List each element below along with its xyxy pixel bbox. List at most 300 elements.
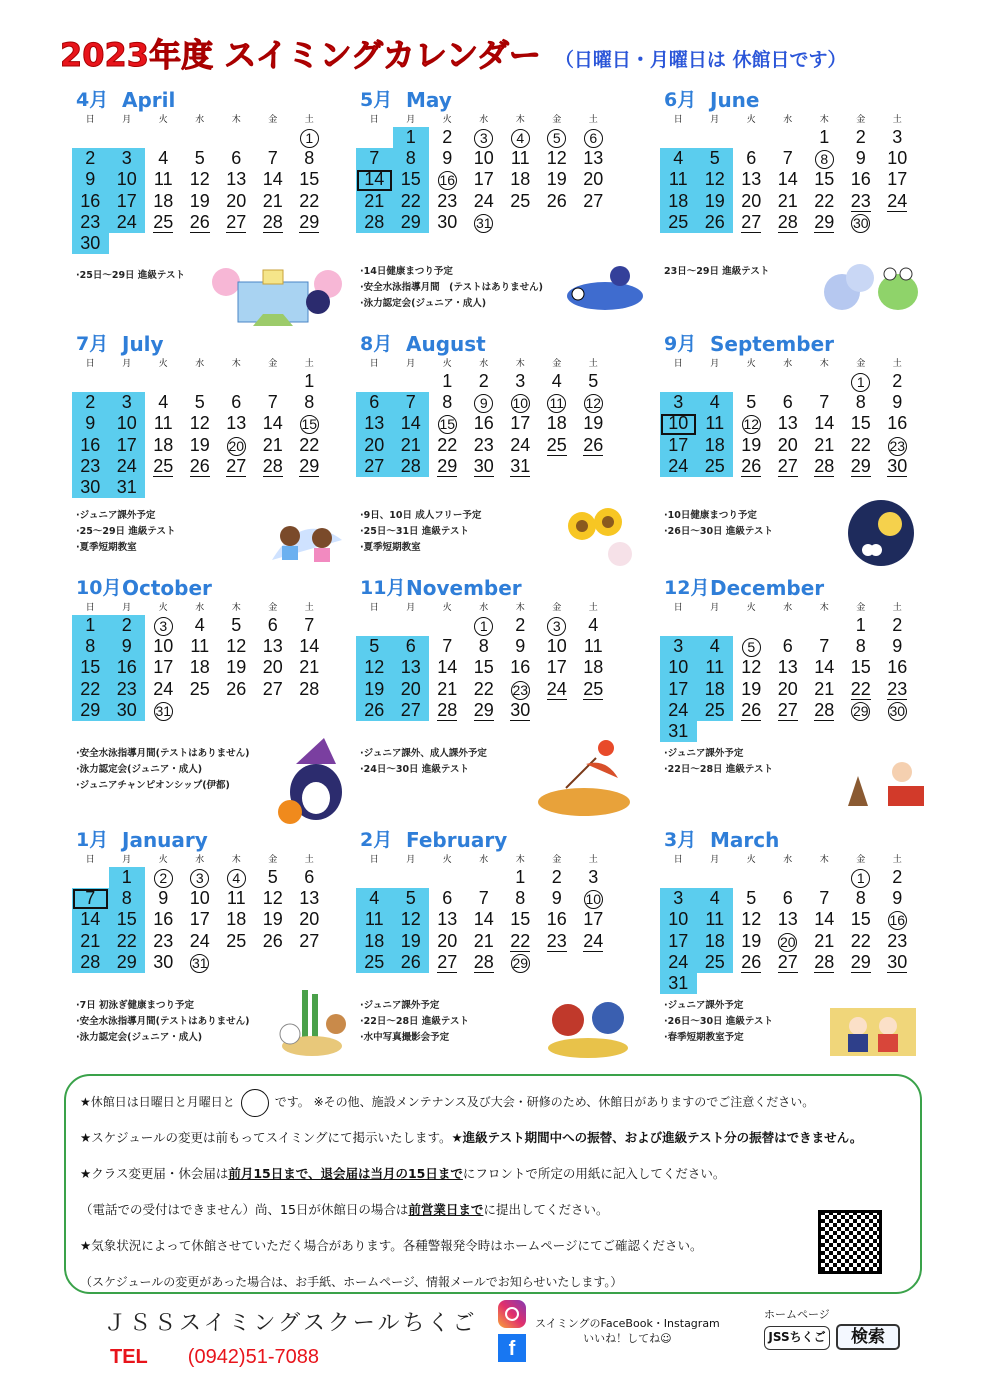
santa-sleigh-illustration <box>838 756 928 818</box>
day-number: 3 <box>154 617 173 636</box>
day-cell <box>879 700 916 721</box>
day-cell <box>843 700 880 721</box>
notice-announce: （スケジュールの変更があった場合は、お手紙、ホームページ、情報メールでお知らせいたします。） <box>80 1275 623 1289</box>
closed-day-cell <box>393 169 430 190</box>
day-number: 14 <box>814 413 835 434</box>
day-cell <box>218 679 255 700</box>
day-cell <box>843 212 880 233</box>
day-number: 19 <box>741 434 762 455</box>
weekday-label: 火 <box>746 855 756 865</box>
empty-cell <box>393 371 430 392</box>
weekday-label: 火 <box>158 855 168 865</box>
month-calendar <box>72 86 342 254</box>
weekday-label: 土 <box>588 359 598 369</box>
weekday-label: 木 <box>819 855 829 865</box>
day-grid <box>72 867 342 973</box>
day-grid <box>72 615 342 721</box>
day-cell <box>770 679 807 700</box>
weekday-label: 木 <box>515 855 525 865</box>
empty-cell <box>806 371 843 392</box>
day-number: 24 <box>116 455 137 476</box>
day-cell <box>145 888 182 909</box>
day-number: 30 <box>116 699 137 720</box>
day-number: 7 <box>304 615 315 635</box>
day-number: 9 <box>85 413 96 434</box>
day-cell <box>843 679 880 700</box>
day-cell <box>806 700 843 721</box>
weekday-header <box>356 852 626 867</box>
empty-cell <box>72 127 109 148</box>
day-cell <box>733 657 770 678</box>
day-number: 3 <box>515 371 526 391</box>
weekday-label: 水 <box>195 603 205 613</box>
closed-day-cell <box>72 909 109 930</box>
day-number: 26 <box>189 211 210 232</box>
day-number: 2 <box>892 615 903 635</box>
day-cell <box>502 679 539 700</box>
day-cell <box>145 909 182 930</box>
day-cell <box>806 456 843 477</box>
day-cell <box>429 435 466 456</box>
day-number: 20 <box>299 909 320 930</box>
day-cell <box>291 148 328 169</box>
closed-day-cell <box>109 657 146 678</box>
day-number: 2 <box>154 869 173 888</box>
day-number: 24 <box>116 211 137 232</box>
day-cell <box>770 952 807 973</box>
day-number: 14 <box>814 657 835 678</box>
day-cell <box>539 191 576 212</box>
day-cell <box>145 700 182 721</box>
day-number: 14 <box>400 413 421 434</box>
day-cell <box>770 392 807 413</box>
day-cell <box>539 392 576 413</box>
notice-box <box>64 1074 922 1294</box>
day-number: 26 <box>741 699 762 720</box>
day-cell <box>291 127 328 148</box>
closed-day-cell <box>356 931 393 952</box>
day-cell <box>843 191 880 212</box>
month-number: 1月 <box>76 829 109 851</box>
day-cell <box>291 636 328 657</box>
sns-message: スイミングのFaceBook・Instagram いいね！してね☺ <box>535 1317 720 1345</box>
weekday-label: 火 <box>158 359 168 369</box>
day-cell <box>145 952 182 973</box>
weekday-label: 金 <box>268 359 278 369</box>
month-calendar <box>660 330 930 477</box>
day-number: 2 <box>478 371 489 391</box>
day-number: 27 <box>226 211 247 232</box>
closed-day-cell <box>697 212 734 233</box>
closed-day-cell <box>393 456 430 477</box>
koinobori-illustration <box>560 262 650 322</box>
day-number: 11 <box>705 657 725 678</box>
homepage-search-term[interactable]: JSSちくご <box>764 1326 830 1350</box>
closed-day-cell <box>356 952 393 973</box>
day-number: 19 <box>546 169 567 190</box>
day-cell <box>806 392 843 413</box>
day-cell <box>291 169 328 190</box>
month-header <box>72 330 342 356</box>
month-number: 10月 <box>76 577 122 599</box>
day-cell <box>575 657 612 678</box>
notice-schedule: ★スケジュールの変更は前もってスイミングにて掲示いたします。★進級テスト期間中への振替、および進級テスト分の振替はできません。 <box>80 1130 863 1145</box>
closed-day-cell <box>697 952 734 973</box>
closed-day-cell <box>109 931 146 952</box>
empty-cell <box>770 615 807 636</box>
note-item: ·安全水泳指導月間(テストはありません) <box>76 748 250 759</box>
day-number: 22 <box>850 678 871 699</box>
weekday-label: 金 <box>552 359 562 369</box>
day-cell <box>575 909 612 930</box>
weekday-label: 火 <box>746 115 756 125</box>
day-number: 5 <box>231 615 242 635</box>
homepage-search-button[interactable]: 検索 <box>836 1324 900 1350</box>
month-calendar <box>660 86 930 233</box>
day-number: 16 <box>850 169 871 190</box>
note-item: ·ジュニア課外予定 <box>664 1000 744 1011</box>
month-calendar <box>660 574 930 742</box>
day-cell <box>806 148 843 169</box>
day-cell <box>575 148 612 169</box>
weekday-label: 火 <box>158 603 168 613</box>
day-number: 3 <box>474 129 493 148</box>
day-cell <box>770 148 807 169</box>
closed-day-cell <box>697 148 734 169</box>
closed-day-cell <box>660 191 697 212</box>
note-item: ·泳力認定会(ジュニア・成人) <box>360 298 487 309</box>
day-number: 23 <box>887 678 908 699</box>
day-number: 28 <box>299 678 320 699</box>
empty-cell <box>109 127 146 148</box>
day-cell <box>255 148 292 169</box>
month-calendar <box>356 86 626 233</box>
month-calendar <box>356 330 626 477</box>
day-number: 12 <box>226 636 247 657</box>
day-cell <box>291 456 328 477</box>
moon-viewing-illustration <box>846 498 916 568</box>
day-number: 10 <box>189 888 210 909</box>
day-cell <box>843 888 880 909</box>
note-item: ·26日〜30日 進級テスト <box>664 526 773 537</box>
empty-cell <box>393 615 430 636</box>
day-cell <box>502 867 539 888</box>
day-cell <box>502 952 539 973</box>
day-cell <box>291 657 328 678</box>
facebook-icon[interactable]: f <box>498 1334 526 1362</box>
closed-day-cell <box>72 435 109 456</box>
day-number: 18 <box>704 678 725 699</box>
month-header <box>356 826 626 852</box>
day-number: 1 <box>304 371 315 391</box>
day-number: 15 <box>850 657 871 678</box>
weekday-label: 日 <box>369 855 379 865</box>
day-number: 11 <box>364 909 384 930</box>
weekday-label: 日 <box>85 855 95 865</box>
day-number: 3 <box>121 392 132 413</box>
day-cell <box>806 657 843 678</box>
month-calendar <box>660 826 930 994</box>
day-number: 2 <box>442 127 453 147</box>
month-name: January <box>122 828 208 852</box>
day-number: 12 <box>585 395 602 412</box>
day-number: 22 <box>814 190 835 211</box>
day-number: 7 <box>819 636 830 657</box>
month-header <box>356 330 626 356</box>
day-number: 13 <box>299 888 320 909</box>
day-number: 22 <box>473 678 494 699</box>
day-number: 21 <box>400 434 421 455</box>
qr-code-icon[interactable] <box>818 1210 882 1274</box>
day-number: 4 <box>158 148 169 169</box>
day-number: 13 <box>777 657 798 678</box>
day-number: 7 <box>478 888 489 909</box>
day-number: 23 <box>850 190 871 211</box>
day-number: 2 <box>892 371 903 391</box>
day-number: 4 <box>227 869 246 888</box>
day-number: 4 <box>709 888 720 909</box>
weekday-label: 土 <box>304 359 314 369</box>
day-cell <box>145 191 182 212</box>
day-cell <box>255 657 292 678</box>
day-number: 15 <box>814 169 835 190</box>
day-cell <box>218 888 255 909</box>
day-number: 8 <box>815 150 834 169</box>
day-number: 6 <box>231 148 242 169</box>
empty-cell <box>393 867 430 888</box>
month-header <box>72 574 342 600</box>
day-number: 19 <box>400 930 421 951</box>
weekday-label: 土 <box>304 115 314 125</box>
day-number: 23 <box>473 434 494 455</box>
day-cell <box>429 169 466 190</box>
weekday-label: 火 <box>158 115 168 125</box>
closed-day-cell <box>697 413 734 434</box>
day-cell <box>255 212 292 233</box>
weekday-label: 水 <box>195 855 205 865</box>
month-number: 9月 <box>664 333 697 355</box>
day-cell <box>466 679 503 700</box>
day-cell <box>182 615 219 636</box>
day-grid <box>660 867 930 994</box>
day-number: 20 <box>226 190 247 211</box>
day-number: 25 <box>583 678 604 699</box>
day-cell <box>806 636 843 657</box>
weekday-label: 月 <box>710 359 720 369</box>
day-number: 19 <box>741 678 762 699</box>
day-number: 13 <box>741 169 762 190</box>
month-calendar <box>356 826 626 973</box>
closed-day-cell <box>72 952 109 973</box>
weekday-label: 金 <box>552 115 562 125</box>
day-cell <box>218 413 255 434</box>
weekday-label: 金 <box>268 603 278 613</box>
day-cell <box>806 413 843 434</box>
day-cell <box>182 952 219 973</box>
day-number: 8 <box>405 148 416 169</box>
day-number: 23 <box>80 455 101 476</box>
day-number: 2 <box>515 615 526 635</box>
weekday-label: 日 <box>673 115 683 125</box>
weekday-label: 木 <box>819 115 829 125</box>
day-number: 30 <box>437 211 458 232</box>
day-number: 6 <box>782 392 793 413</box>
weekday-header <box>356 112 626 127</box>
weekday-label: 金 <box>856 603 866 613</box>
day-cell <box>502 392 539 413</box>
day-number: 11 <box>705 413 725 434</box>
day-cell <box>733 931 770 952</box>
day-cell <box>575 679 612 700</box>
closed-day-cell <box>697 456 734 477</box>
day-cell <box>879 679 916 700</box>
weekday-label: 水 <box>783 855 793 865</box>
day-number: 16 <box>80 190 101 211</box>
day-cell <box>502 435 539 456</box>
closed-day-cell <box>660 456 697 477</box>
note-item: ·25〜29日 進級テスト <box>76 526 176 537</box>
month-name: July <box>122 332 164 356</box>
closed-day-cell <box>393 191 430 212</box>
day-cell <box>539 867 576 888</box>
halloween-penguin-illustration <box>272 734 352 826</box>
closed-day-cell <box>697 435 734 456</box>
day-cell <box>879 909 916 930</box>
day-number: 21 <box>80 930 101 951</box>
day-cell <box>255 931 292 952</box>
day-number: 7 <box>267 392 278 413</box>
day-cell <box>502 909 539 930</box>
month-header <box>356 574 626 600</box>
weekday-label: 月 <box>122 115 132 125</box>
empty-cell <box>182 127 219 148</box>
day-number: 8 <box>478 636 489 657</box>
empty-cell <box>806 867 843 888</box>
note-item: ·泳力認定会(ジュニア・成人) <box>76 1032 203 1043</box>
note-item: ·ジュニア課外予定 <box>664 748 744 759</box>
day-cell <box>466 212 503 233</box>
empty-cell <box>660 371 697 392</box>
weekday-label: 木 <box>231 603 241 613</box>
weekday-label: 月 <box>406 359 416 369</box>
day-cell <box>182 931 219 952</box>
day-cell <box>255 909 292 930</box>
day-number: 13 <box>262 636 283 657</box>
closed-day-cell <box>393 657 430 678</box>
day-number: 11 <box>547 394 566 413</box>
day-cell <box>502 371 539 392</box>
day-number: 25 <box>364 951 385 972</box>
day-number: 9 <box>121 636 132 657</box>
day-cell <box>575 191 612 212</box>
day-number: 1 <box>474 617 493 636</box>
day-cell <box>879 392 916 413</box>
empty-cell <box>182 371 219 392</box>
day-cell <box>843 931 880 952</box>
day-number: 24 <box>668 699 689 720</box>
day-cell <box>429 392 466 413</box>
closed-day-cell <box>393 931 430 952</box>
month-number: 4月 <box>76 89 109 111</box>
day-number: 16 <box>116 657 137 678</box>
day-cell <box>291 615 328 636</box>
day-cell <box>539 636 576 657</box>
empty-cell <box>697 127 734 148</box>
empty-cell <box>72 371 109 392</box>
day-number: 3 <box>673 636 684 657</box>
day-cell <box>843 169 880 190</box>
day-number: 29 <box>473 699 494 720</box>
day-number: 2 <box>121 615 132 635</box>
day-number: 25 <box>704 455 725 476</box>
day-number: 6 <box>442 888 453 909</box>
note-item: 23日〜29日 進級テスト <box>664 266 770 277</box>
day-cell <box>575 392 612 413</box>
empty-cell <box>806 615 843 636</box>
day-cell <box>843 413 880 434</box>
day-number: 9 <box>892 888 903 909</box>
day-number: 19 <box>741 930 762 951</box>
day-number: 30 <box>887 455 908 476</box>
day-number: 10 <box>153 636 174 657</box>
weekday-label: 水 <box>783 359 793 369</box>
closed-day-cell <box>72 233 109 254</box>
weekday-header <box>660 356 930 371</box>
day-cell <box>291 392 328 413</box>
day-number: 27 <box>262 678 283 699</box>
day-number: 26 <box>704 211 725 232</box>
weekday-label: 水 <box>479 603 489 613</box>
closed-day-cell <box>393 700 430 721</box>
month-number: 8月 <box>360 333 393 355</box>
day-number: 10 <box>473 148 494 169</box>
empty-cell <box>733 371 770 392</box>
day-number: 1 <box>819 127 830 147</box>
day-number: 31 <box>116 476 137 497</box>
note-item: ·夏季短期教室 <box>76 542 137 553</box>
day-number: 19 <box>189 190 210 211</box>
closed-day-cell <box>356 435 393 456</box>
setsubun-oni-illustration <box>546 994 632 1060</box>
day-number: 15 <box>850 413 871 434</box>
day-cell <box>539 615 576 636</box>
day-cell <box>879 636 916 657</box>
day-number: 16 <box>887 413 908 434</box>
day-cell <box>182 888 219 909</box>
empty-cell <box>218 371 255 392</box>
day-cell <box>733 636 770 657</box>
day-cell <box>145 615 182 636</box>
day-cell <box>218 148 255 169</box>
day-number: 26 <box>400 951 421 972</box>
empty-cell <box>660 615 697 636</box>
day-number: 19 <box>189 434 210 455</box>
day-cell <box>539 931 576 952</box>
day-cell <box>466 952 503 973</box>
day-cell <box>218 392 255 413</box>
day-number: 24 <box>668 455 689 476</box>
note-item: ·水中写真撮影会予定 <box>360 1032 450 1043</box>
closed-day-cell <box>72 148 109 169</box>
month-calendar <box>356 574 626 721</box>
day-cell <box>843 615 880 636</box>
weekday-header <box>356 600 626 615</box>
day-cell <box>843 657 880 678</box>
day-number: 15 <box>301 416 318 433</box>
instagram-icon[interactable] <box>498 1300 526 1328</box>
empty-cell <box>466 867 503 888</box>
day-number: 1 <box>405 127 416 147</box>
